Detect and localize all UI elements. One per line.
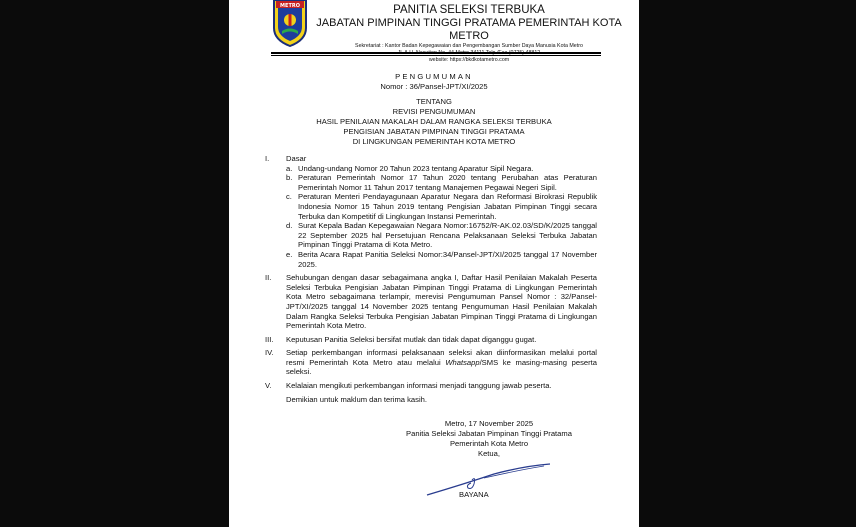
svg-text:METRO: METRO xyxy=(280,3,300,9)
basis-item: d. Surat Kepala Badan Kepegawaian Negara Nomor:16752/R-AK.02.03/SD/K/2025 tanggal 22 September 2025 hal Persetujuan Rencana Pelaksanaan Seleksi Terbuka Jabatan Pimpinan Tinggi Pratama di Kota Metro. xyxy=(286,221,597,250)
basis-item: a. Undang-undang Nomor 20 Tahun 2023 tentang Aparatur Sipil Negara. xyxy=(286,163,534,173)
document-page xyxy=(229,0,639,527)
section-number: II. xyxy=(265,273,272,283)
section-information xyxy=(265,348,597,377)
section-number: III. xyxy=(265,334,274,344)
letterhead-rule-thin xyxy=(271,55,601,56)
letterhead-website: website: https://bkdkotametro.com xyxy=(428,57,510,63)
announcement-number: Nomor : 36/Pansel-JPT/XI/2025 xyxy=(380,82,488,91)
announcement-title-line: PENGISIAN JABATAN PIMPINAN TINGGI PRATAMA xyxy=(343,127,525,136)
section-text: Keputusan Panitia Seleksi bersifat mutlak dan tidak dapat diganggu gugat. xyxy=(286,334,537,344)
letterhead-rule-thick xyxy=(271,52,601,54)
handwritten-signature xyxy=(424,458,554,498)
signatory-role: Ketua, xyxy=(478,449,500,458)
announcement-heading xyxy=(229,72,639,147)
section-results xyxy=(265,273,597,331)
section-text: Sehubungan dengan dasar sebagaimana angka I, Daftar Hasil Penilaian Makalah Peserta Seleksi Terbuka Pengisian Jabatan Pimpinan Tinggi Pratama di Lingkungan Pemerintah Kota Metro sebagaimana terlampir, merevisi Pengumuman Pansel Nomor : 32/Pansel-JPT/XI/2025 tanggal 14 November 2025 tentang Pengumuman Hasil Penilaian Makalah Dalam Rangka Seleksi Terbuka Pengisian Jabatan Pimpinan Tinggi Pratama di Lingkungan Pemerintah Kota Metro. xyxy=(286,273,597,331)
basis-item: c. Peraturan Menteri Pendayagunaan Aparatur Negara dan Reformasi Birokrasi Republik Indonesia Nomor 15 Tahun 2019 tentang Pengisian Jabatan Pimpinan Tinggi secara Terbuka dan Kompetitif di Lingkungan Instansi Pemerintah. xyxy=(286,192,597,221)
letterhead-unit: JABATAN PIMPINAN TINGGI PRATAMA PEMERINTAH KOTA METRO xyxy=(316,17,622,42)
section-text: Setiap perkembangan informasi pelaksanaan seleksi akan diinformasikan melalui portal resmi Pemerintah Kota Metro atau melalui xyxy=(286,348,597,367)
section-text: Kelalaian mengikuti perkembangan informasi menjadi tanggung jawab peserta. xyxy=(286,381,552,391)
section-final-decision xyxy=(265,335,597,345)
basis-item: b. Peraturan Pemerintah Nomor 17 Tahun 2020 tentang Perubahan atas Peraturan Pemerintah Nomor 11 Tahun 2017 tentang Manajemen Pegawai Negeri Sipil. xyxy=(286,173,597,192)
closing-statement: Demikian untuk maklum dan terima kasih. xyxy=(286,394,427,404)
signature-block xyxy=(389,419,589,459)
announcement-title: PENGUMUMAN xyxy=(395,72,473,81)
letterhead-org: PANITIA SELEKSI TERBUKA xyxy=(393,4,545,16)
section-title: Dasar xyxy=(286,154,307,163)
signatory-body: Panitia Seleksi Jabatan Pimpinan Tinggi Pratama xyxy=(406,429,572,438)
section-text: /SMS ke masing-masing peserta seleksi. xyxy=(286,357,598,377)
section-responsibility xyxy=(265,381,597,391)
announcement-title-line: DI LINGKUNGAN PEMERINTAH KOTA METRO xyxy=(352,137,516,146)
section-number: IV. xyxy=(265,348,274,358)
place-date: Metro, 17 November 2025 xyxy=(444,419,534,428)
section-number: V. xyxy=(265,381,272,391)
announcement-title-line: REVISI PENGUMUMAN xyxy=(392,107,476,116)
signatory-name: BAYANA xyxy=(459,490,489,499)
announcement-about: TENTANG xyxy=(416,97,452,106)
section-number: I. xyxy=(265,154,270,163)
section-basis xyxy=(265,154,597,269)
basis-item: e. Berita Acara Rapat Panitia Seleksi Nomor:34/Pansel-JPT/XI/2025 tanggal 17 November 2025. xyxy=(286,249,597,269)
letterhead-secretariat: Sekretariat : Kantor Badan Kepegawaian dan Pengembangan Sumber Daya Manusia Kota Metro xyxy=(355,43,583,49)
whatsapp-text: Whatsapp xyxy=(445,357,480,367)
signatory-government: Pemerintah Kota Metro xyxy=(449,439,529,448)
announcement-body xyxy=(265,154,597,404)
announcement-title-line: HASIL PENILAIAN MAKALAH DALAM RANGKA SELEKSI TERBUKA xyxy=(316,117,552,126)
metro-logo-emblem xyxy=(272,0,308,47)
